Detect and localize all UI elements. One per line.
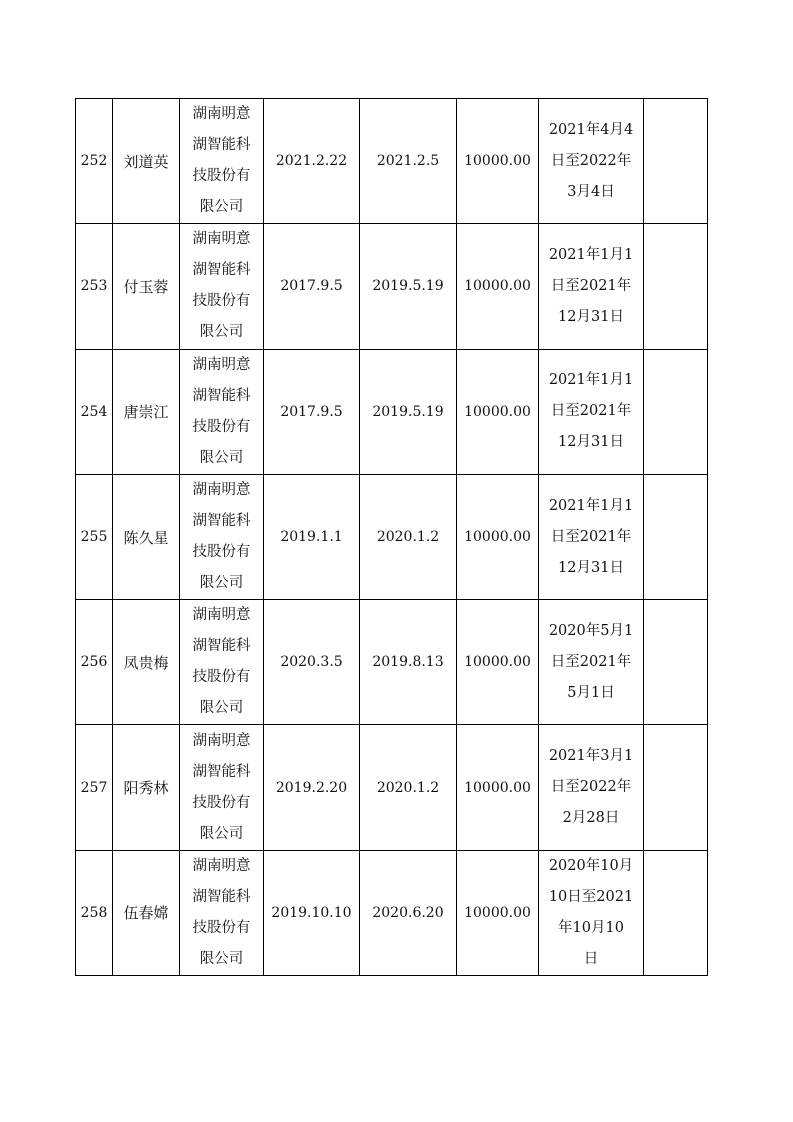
validity-period-line: 12月31日: [558, 434, 624, 451]
validity-period-line: 2021年3月1: [548, 748, 634, 765]
person-name: 刘道英: [113, 99, 180, 224]
company-name-line: 技股份有: [192, 293, 251, 310]
start-date: 2017.9.5: [264, 224, 360, 349]
validity-period: [539, 99, 644, 224]
amount: 10000.00: [457, 725, 539, 850]
company-name-line: 技股份有: [192, 919, 251, 936]
company-name-line: 湖智能科: [192, 262, 251, 279]
amount: 10000.00: [457, 850, 539, 975]
validity-period-line: 2020年5月1: [548, 622, 634, 639]
remark: [644, 850, 708, 975]
end-date: 2019.5.19: [360, 224, 457, 349]
amount: 10000.00: [457, 349, 539, 474]
company-name-line: 限公司: [199, 324, 244, 341]
company-name-line: 湖智能科: [192, 513, 251, 530]
remark: [644, 99, 708, 224]
table-row: [76, 725, 708, 850]
validity-period-line: 日至2021年: [550, 653, 632, 670]
remark: [644, 224, 708, 349]
validity-period-line: 日至2022年: [550, 152, 632, 169]
amount: 10000.00: [457, 474, 539, 599]
validity-period-line: 10日至2021: [548, 888, 634, 905]
validity-period: [539, 600, 644, 725]
remark: [644, 600, 708, 725]
end-date: 2020.1.2: [360, 474, 457, 599]
company-name-line: 湖智能科: [192, 638, 251, 655]
validity-period-line: 2020年10月: [548, 857, 634, 874]
company-name-line: 湖南明意: [192, 356, 251, 373]
amount: 10000.00: [457, 600, 539, 725]
company-name-line: 湖南明意: [192, 607, 251, 624]
start-date: 2020.3.5: [264, 600, 360, 725]
remark: [644, 349, 708, 474]
row-number: 258: [76, 850, 113, 975]
company-name-line: 湖智能科: [192, 387, 251, 404]
company-name-line: 技股份有: [192, 168, 251, 185]
validity-period: [539, 850, 644, 975]
person-name: 付玉蓉: [113, 224, 180, 349]
start-date: 2019.2.20: [264, 725, 360, 850]
validity-period-line: 日至2021年: [550, 277, 632, 294]
validity-period-line: 2021年4月4: [548, 121, 634, 138]
validity-period-line: 2月28日: [562, 810, 620, 827]
validity-period-line: 5月1日: [567, 684, 615, 701]
row-number: 257: [76, 725, 113, 850]
company-name-line: 湖南明意: [192, 732, 251, 749]
row-number: 253: [76, 224, 113, 349]
person-name: 伍春嫦: [113, 850, 180, 975]
validity-period-line: 2021年1月1: [548, 372, 634, 389]
validity-period-line: 日至2022年: [550, 779, 632, 796]
person-name: 唐崇江: [113, 349, 180, 474]
company-name-line: 限公司: [199, 575, 244, 592]
company-name-line: 限公司: [199, 825, 244, 842]
end-date: 2019.8.13: [360, 600, 457, 725]
company-name: [180, 99, 264, 224]
validity-period-line: 12月31日: [558, 308, 624, 325]
row-number: 252: [76, 99, 113, 224]
company-name-line: 技股份有: [192, 669, 251, 686]
validity-period-line: 日至2021年: [550, 528, 632, 545]
validity-period-line: 年10月10: [558, 919, 624, 936]
remark: [644, 725, 708, 850]
end-date: 2020.6.20: [360, 850, 457, 975]
amount: 10000.00: [457, 99, 539, 224]
validity-period-line: 2021年1月1: [548, 246, 634, 263]
end-date: 2020.1.2: [360, 725, 457, 850]
validity-period-line: 日: [583, 950, 599, 967]
amount: 10000.00: [457, 224, 539, 349]
company-name-line: 湖南明意: [192, 231, 251, 248]
person-name: 阳秀林: [113, 725, 180, 850]
company-name-line: 技股份有: [192, 794, 251, 811]
company-name-line: 技股份有: [192, 418, 251, 435]
end-date: 2021.2.5: [360, 99, 457, 224]
start-date: 2017.9.5: [264, 349, 360, 474]
table-row: [76, 99, 708, 224]
records-table: [75, 98, 708, 976]
person-name: 凤贵梅: [113, 600, 180, 725]
end-date: 2019.5.19: [360, 349, 457, 474]
company-name-line: 限公司: [199, 199, 244, 216]
company-name-line: 限公司: [199, 700, 244, 717]
row-number: 256: [76, 600, 113, 725]
validity-period-line: 2021年1月1: [548, 497, 634, 514]
validity-period: [539, 474, 644, 599]
company-name: [180, 600, 264, 725]
company-name: [180, 349, 264, 474]
validity-period: [539, 725, 644, 850]
table-row: [76, 600, 708, 725]
validity-period-line: 12月31日: [558, 559, 624, 576]
company-name: [180, 224, 264, 349]
company-name-line: 湖智能科: [192, 763, 251, 780]
company-name-line: 湖南明意: [192, 106, 251, 123]
company-name: [180, 474, 264, 599]
start-date: 2021.2.22: [264, 99, 360, 224]
table-row: [76, 850, 708, 975]
validity-period-line: 3月4日: [567, 183, 615, 200]
table-row: [76, 349, 708, 474]
validity-period-line: 日至2021年: [550, 403, 632, 420]
validity-period: [539, 349, 644, 474]
row-number: 255: [76, 474, 113, 599]
start-date: 2019.1.1: [264, 474, 360, 599]
row-number: 254: [76, 349, 113, 474]
person-name: 陈久星: [113, 474, 180, 599]
company-name-line: 湖智能科: [192, 888, 251, 905]
company-name: [180, 850, 264, 975]
company-name-line: 技股份有: [192, 544, 251, 561]
company-name-line: 限公司: [199, 449, 244, 466]
table-row: [76, 474, 708, 599]
company-name: [180, 725, 264, 850]
remark: [644, 474, 708, 599]
start-date: 2019.10.10: [264, 850, 360, 975]
company-name-line: 湖南明意: [192, 857, 251, 874]
company-name-line: 湖南明意: [192, 482, 251, 499]
company-name-line: 限公司: [199, 950, 244, 967]
validity-period: [539, 224, 644, 349]
table-row: [76, 224, 708, 349]
company-name-line: 湖智能科: [192, 137, 251, 154]
